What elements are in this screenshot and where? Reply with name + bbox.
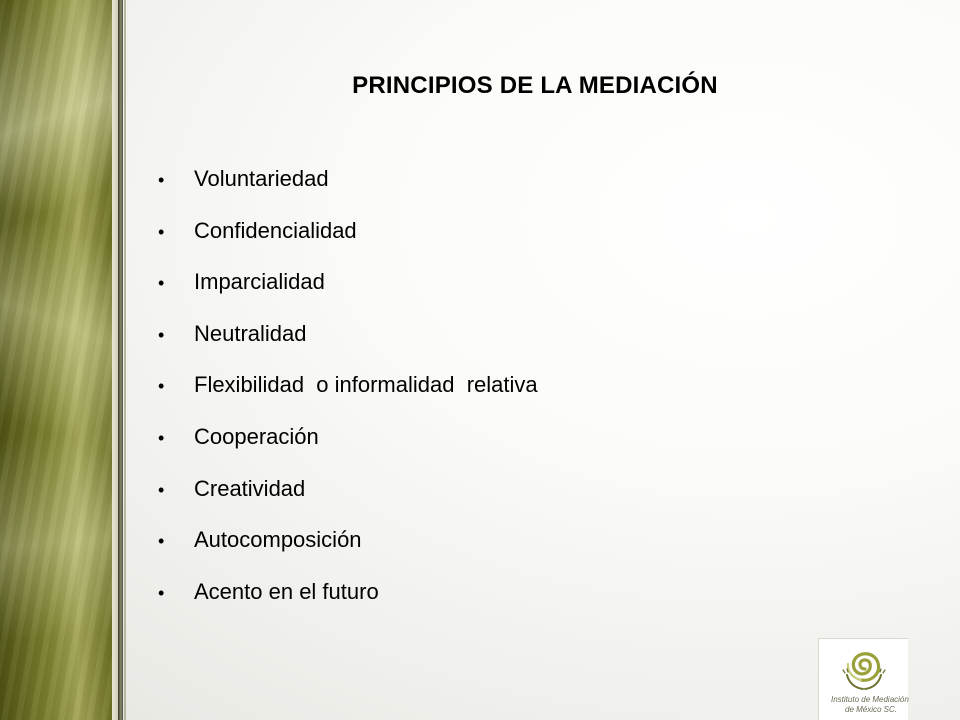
logo-caption-line2: de México SC.	[845, 705, 898, 714]
list-item-text: Cooperación	[194, 423, 319, 449]
list-item-text: Voluntariedad	[194, 166, 329, 191]
list-item-text: Creatividad	[194, 475, 306, 501]
list-item-text: Neutralidad	[194, 320, 307, 346]
list-item-text: Confidencialidad	[194, 217, 357, 243]
list-item	[158, 263, 538, 315]
list-item-text: Imparcialidad	[194, 269, 325, 295]
bullet-icon: •	[158, 427, 165, 448]
bullet-icon: •	[158, 221, 165, 242]
list-item	[158, 521, 538, 573]
divider-line-thin	[124, 0, 126, 720]
decorative-side-band	[0, 0, 112, 720]
list-item	[158, 470, 538, 522]
list-item-text: Autocomposición	[194, 527, 362, 553]
bullet-icon: •	[158, 479, 165, 500]
list-item-text: Acento en el futuro	[194, 578, 379, 604]
principles-list	[158, 160, 538, 624]
list-item	[158, 573, 538, 625]
bullet-icon: •	[158, 376, 165, 397]
institute-logo	[818, 638, 908, 720]
bullet-icon: •	[158, 170, 165, 190]
bullet-icon: •	[158, 582, 165, 603]
list-item-text: Flexibilidad o informalidad relativa	[194, 372, 538, 398]
bullet-icon: •	[158, 324, 165, 345]
spiral-hands-logo-icon	[819, 639, 909, 699]
slide-title: PRINCIPIOS DE LA MEDIACIÓN	[352, 72, 718, 99]
logo-caption-line1: Instituto de Mediación	[831, 695, 909, 704]
bullet-icon: •	[158, 531, 165, 552]
list-item	[158, 418, 538, 470]
list-item	[158, 212, 538, 264]
list-item	[158, 366, 538, 418]
logo-caption	[831, 695, 909, 715]
bullet-icon: •	[158, 273, 165, 294]
divider-line	[118, 0, 123, 720]
list-item	[158, 160, 538, 212]
list-item	[158, 315, 538, 367]
